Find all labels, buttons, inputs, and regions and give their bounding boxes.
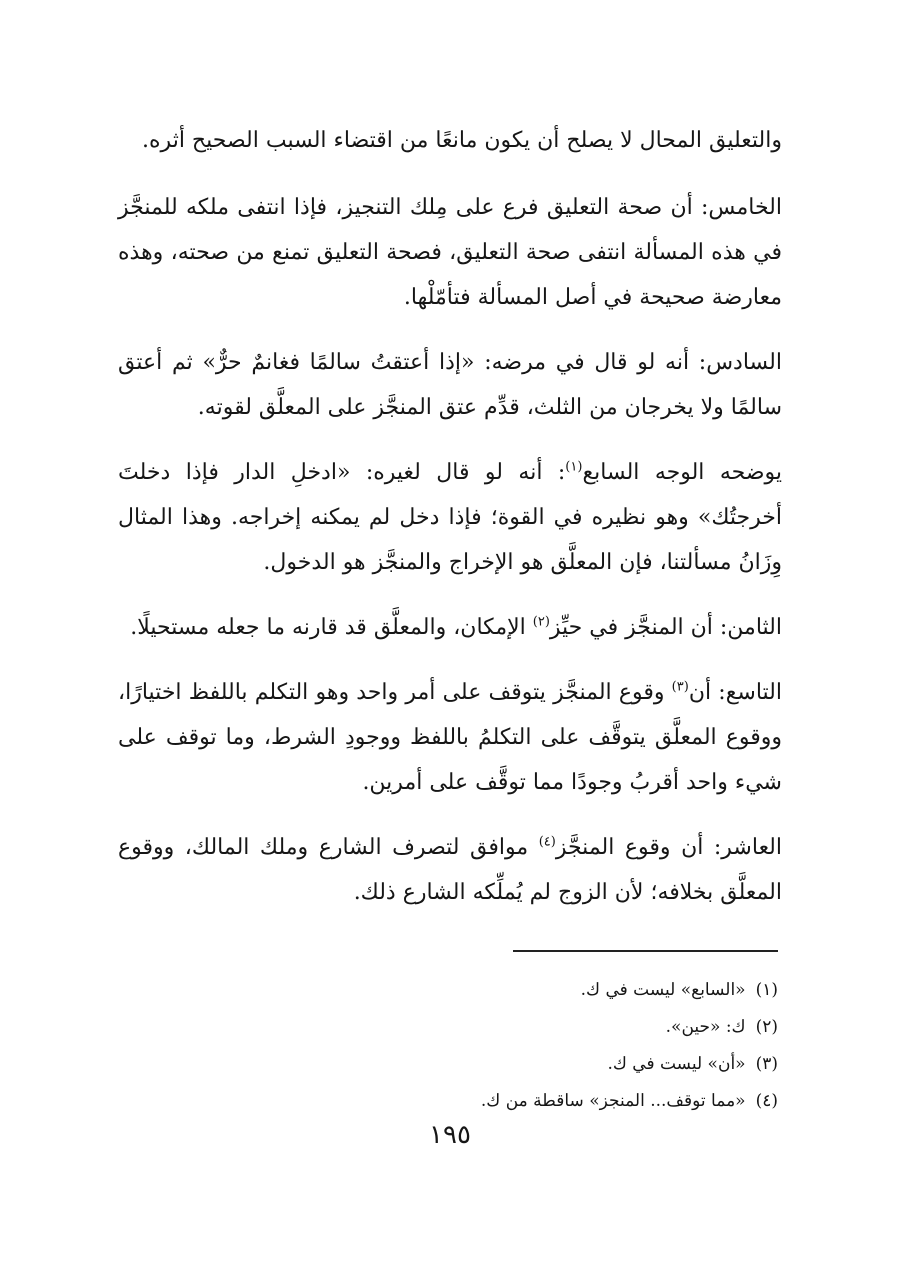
footnote-ref-1[interactable]: (١)	[565, 459, 583, 475]
footnote-text: «مما توقف... المنجز» ساقطة من ك.	[480, 1091, 746, 1111]
footnote-item	[178, 972, 778, 1009]
footnote-text: «أن» ليست في ك.	[607, 1054, 746, 1074]
paragraph-seventh: يوضحه الوجه السابع$^{(١)}$: أنه لو قال لغيره: «ادخلِ الدار فإذا دخلتَ أخرجتُك» وهو نظيره في القوة؛ فإذا دخل لم يمكنه إخراجه. وهذا المثال وِزَانُ مسألتنا، فإن المعلَّق هو الإخراج والمنجَّز هو الدخول.	[118, 459, 783, 575]
footnote-ref-2[interactable]: (٢)	[532, 614, 550, 630]
footnote-ref-3[interactable]: (٣)	[671, 679, 689, 695]
footnote-divider	[513, 950, 778, 952]
footnote-item	[178, 1009, 778, 1046]
main-text	[118, 118, 782, 935]
footnote-number: (٣)	[755, 1054, 778, 1074]
footnote-ref-4[interactable]: (٤)	[538, 834, 556, 850]
paragraph-ninth: التاسع: أن$^{(٣)}$ وقوع المنجَّز يتوقف على أمر واحد وهو التكلم باللفظ اختيارًا، ووقوع المعلَّق يتوقَّف على التكلمُ باللفظ ووجودِ الشرط، وما توقف على شيء واحد أقربُ وجودًا مما توقَّف على أمرين.	[118, 679, 782, 795]
page-number: ١٩٥	[429, 1120, 471, 1150]
paragraph-sixth: السادس: أنه لو قال في مرضه: «إذا أعتقتُ سالمًا فغانمٌ حرٌّ» ثم أعتق سالمًا ولا يخرجان من الثلث، قدِّم عتق المنجَّز على المعلَّق لقوته.	[118, 350, 782, 420]
paragraph-continuation: والتعليق المحال لا يصلح أن يكون مانعًا من اقتضاء السبب الصحيح أثره.	[142, 128, 782, 153]
footnotes	[178, 972, 778, 1120]
paragraph-eighth: الثامن: أن المنجَّز في حيِّز$^{(٢)}$ الإمكان، والمعلَّق قد قارنه ما جعله مستحيلًا.	[130, 614, 782, 640]
footnote-number: (٤)	[755, 1091, 778, 1111]
footnote-number: (٢)	[755, 1017, 778, 1037]
footnote-item	[178, 1083, 778, 1120]
footnote-number: (١)	[755, 980, 778, 1000]
footnote-text: «السابع» ليست في ك.	[580, 980, 746, 1000]
paragraph-fifth: الخامس: أن صحة التعليق فرع على مِلك التنجيز، فإذا انتفى ملكه للمنجَّز في هذه المسألة انتفى صحة التعليق، فصحة التعليق تمنع من صحته، وهذه معارضة صحيحة في أصل المسألة فتأمّلْها.	[118, 195, 782, 310]
paragraph-tenth: العاشر: أن وقوع المنجَّز$^{(٤)}$ موافق لتصرف الشارع وملك المالك، ووقوع المعلَّق بخلافه؛ لأن الزوج لم يُملِّكه الشارع ذلك.	[118, 834, 782, 905]
footnote-text: ك: «حين».	[665, 1017, 746, 1037]
footnote-item	[178, 1046, 778, 1083]
